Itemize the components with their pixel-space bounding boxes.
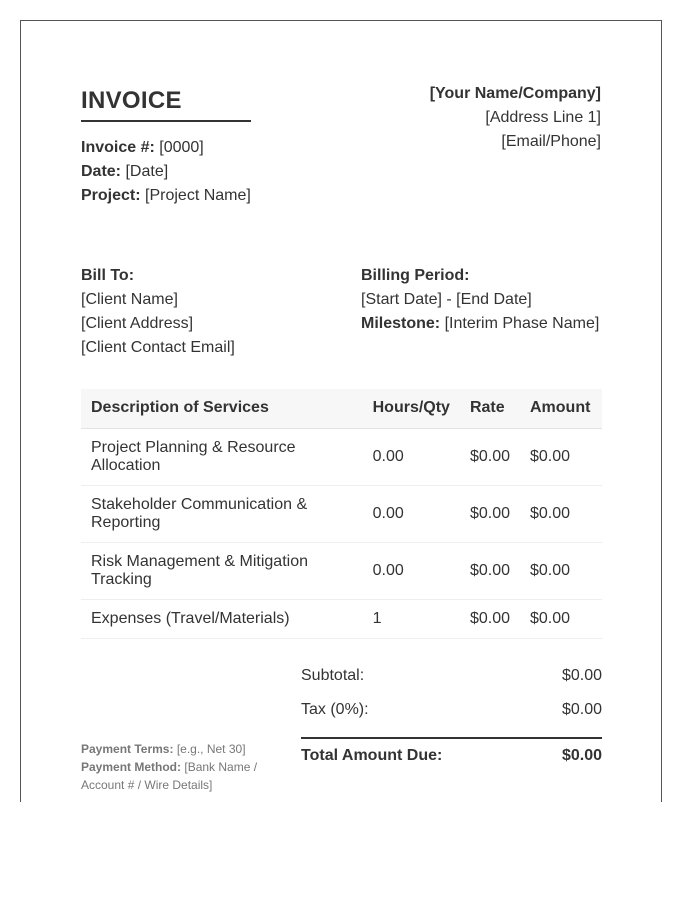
table-row <box>81 485 602 542</box>
total-due-row <box>301 737 602 771</box>
table-row <box>81 599 602 638</box>
bill-to-label: Bill To: <box>81 267 135 284</box>
row-amount: $0.00 <box>520 485 602 542</box>
invoice-date: [Date] <box>125 163 169 180</box>
company-address: [Address Line 1] <box>485 109 601 126</box>
company-name: [Your Name/Company] <box>429 85 601 102</box>
total-due-label: Total Amount Due: <box>301 747 443 764</box>
table-row <box>81 542 602 599</box>
payment-terms-value: [e.g., Net 30] <box>176 742 246 756</box>
row-qty: 1 <box>363 599 460 638</box>
row-amount: $0.00 <box>520 599 602 638</box>
row-description: Stakeholder Communication & Reporting <box>81 485 363 542</box>
invoice-title-block <box>81 87 251 122</box>
row-qty: 0.00 <box>363 542 460 599</box>
invoice-project-label: Project: <box>81 187 141 204</box>
tax-label: Tax (0%): <box>301 701 369 718</box>
table-header-row <box>81 389 602 428</box>
milestone-label: Milestone: <box>361 315 441 332</box>
payment-info <box>81 740 281 794</box>
invoice-project-line <box>81 184 251 208</box>
invoice-number-label: Invoice #: <box>81 139 155 156</box>
row-description: Project Planning & Resource Allocation <box>81 428 363 485</box>
payment-terms-label: Payment Terms: <box>81 742 174 756</box>
invoice-title: INVOICE <box>81 87 182 114</box>
billing-period-range: [Start Date] - [End Date] <box>361 291 532 308</box>
header-description: Description of Services <box>81 389 363 428</box>
row-amount: $0.00 <box>520 428 602 485</box>
header-amount: Amount <box>520 389 602 428</box>
subtotal-row <box>301 659 602 693</box>
row-rate: $0.00 <box>460 599 520 638</box>
services-table <box>81 389 602 639</box>
totals-section <box>301 659 602 771</box>
row-rate: $0.00 <box>460 485 520 542</box>
row-rate: $0.00 <box>460 428 520 485</box>
row-description: Expenses (Travel/Materials) <box>81 599 363 638</box>
total-due-value: $0.00 <box>561 747 602 764</box>
table-row <box>81 428 602 485</box>
row-qty: 0.00 <box>363 428 460 485</box>
row-description: Risk Management & Mitigation Tracking <box>81 542 363 599</box>
payment-method-line <box>81 758 281 794</box>
subtotal-label: Subtotal: <box>301 667 365 684</box>
payment-terms-line <box>81 740 281 758</box>
invoice-date-label: Date: <box>81 163 122 180</box>
company-contact: [Email/Phone] <box>501 133 601 150</box>
invoice-number: [0000] <box>159 139 204 156</box>
payment-method-label: Payment Method: <box>81 760 182 774</box>
client-address: [Client Address] <box>81 315 194 332</box>
row-qty: 0.00 <box>363 485 460 542</box>
tax-value: $0.00 <box>561 701 602 718</box>
client-email: [Client Contact Email] <box>81 339 235 356</box>
bill-to-section <box>81 264 235 360</box>
subtotal-value: $0.00 <box>561 667 602 684</box>
invoice-meta <box>81 136 251 208</box>
row-amount: $0.00 <box>520 542 602 599</box>
billing-period-label: Billing Period: <box>361 267 470 284</box>
header-rate: Rate <box>460 389 520 428</box>
title-underline <box>81 120 251 122</box>
milestone-value: [Interim Phase Name] <box>444 315 600 332</box>
invoice-date-line <box>81 160 251 184</box>
row-rate: $0.00 <box>460 542 520 599</box>
milestone-line <box>361 312 599 336</box>
client-name: [Client Name] <box>81 291 178 308</box>
invoice-page <box>20 20 662 802</box>
tax-row <box>301 693 602 727</box>
billing-period-section <box>361 264 599 336</box>
invoice-number-line <box>81 136 251 160</box>
payment-method-value: [Bank Name / Account # / Wire Details] <box>81 760 258 792</box>
header-hours-qty: Hours/Qty <box>363 389 460 428</box>
invoice-project: [Project Name] <box>145 187 251 204</box>
company-info <box>430 82 601 154</box>
